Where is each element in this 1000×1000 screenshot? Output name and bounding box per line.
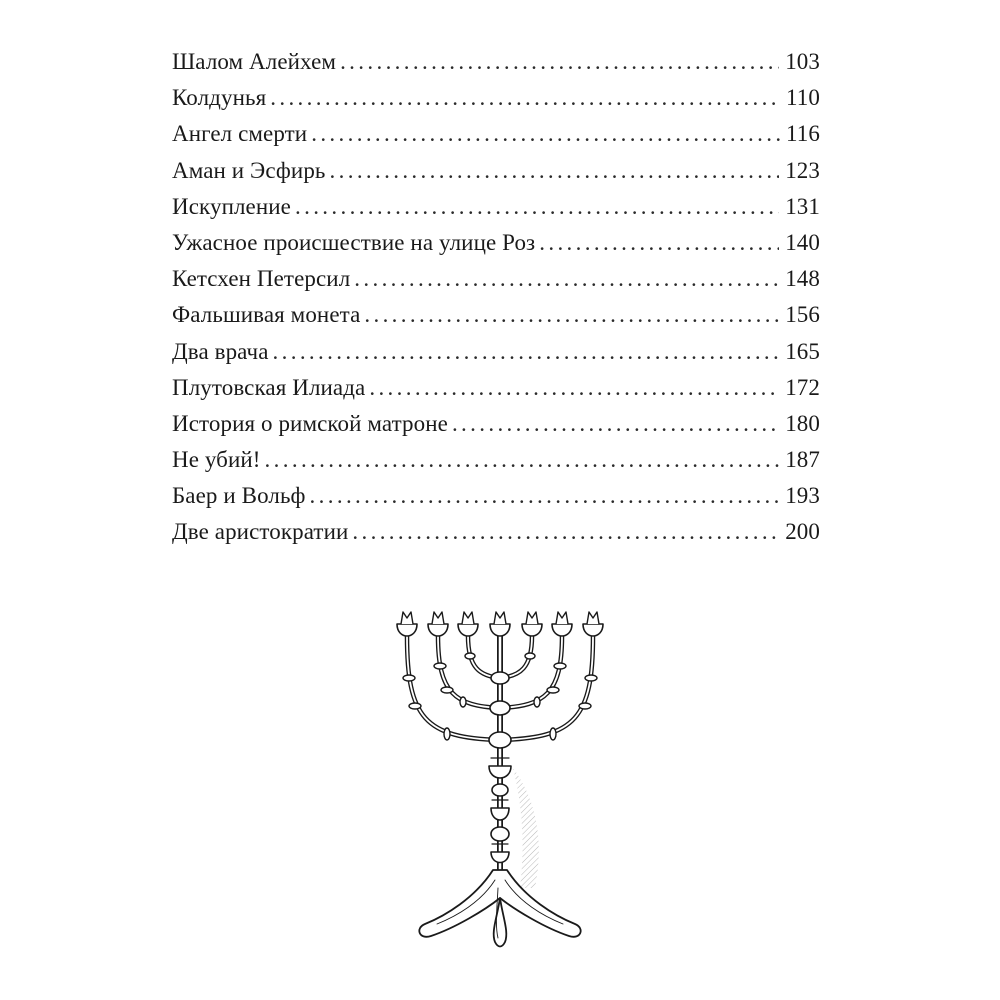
dot-leader bbox=[310, 478, 780, 514]
toc-entry[interactable] bbox=[172, 406, 820, 442]
toc-entry[interactable] bbox=[172, 297, 820, 333]
dot-leader bbox=[340, 44, 779, 80]
toc-entry-title: Фальшивая монета bbox=[172, 302, 361, 328]
toc-entry[interactable] bbox=[172, 334, 820, 370]
toc-entry-title: Аман и Эсфирь bbox=[172, 157, 326, 183]
toc-entry-page: 156 bbox=[785, 302, 820, 328]
toc-entry-page: 131 bbox=[785, 193, 820, 219]
toc-entry-page: 165 bbox=[785, 338, 820, 364]
toc-entry-page: 200 bbox=[785, 519, 820, 545]
dot-leader bbox=[354, 261, 779, 297]
dot-leader bbox=[311, 116, 780, 152]
toc-entry[interactable] bbox=[172, 153, 820, 189]
toc-entry-title: Колдунья bbox=[172, 85, 267, 111]
toc-entry[interactable] bbox=[172, 478, 820, 514]
toc-entry-page: 140 bbox=[785, 229, 820, 255]
dot-leader bbox=[330, 153, 780, 189]
toc-entry-title: Искупление bbox=[172, 193, 291, 219]
toc-entry-title: История о римской матроне bbox=[172, 410, 448, 436]
toc-entry[interactable] bbox=[172, 116, 820, 152]
toc-entry-title: Не убий! bbox=[172, 447, 261, 473]
menorah-engraving-icon bbox=[385, 598, 615, 950]
dot-leader bbox=[273, 334, 780, 370]
toc-entry-page: 180 bbox=[785, 410, 820, 436]
toc-entry-page: 172 bbox=[785, 374, 820, 400]
toc-entry[interactable] bbox=[172, 80, 820, 116]
dot-leader bbox=[539, 225, 779, 261]
toc-entry-page: 148 bbox=[785, 266, 820, 292]
toc-entry-page: 110 bbox=[786, 85, 820, 111]
toc-entry[interactable] bbox=[172, 261, 820, 297]
toc-entry[interactable] bbox=[172, 44, 820, 80]
toc-entry-title: Две аристократии bbox=[172, 519, 349, 545]
dot-leader bbox=[452, 406, 779, 442]
toc-entry-title: Шалом Алейхем bbox=[172, 49, 337, 74]
toc-entry-page: 123 bbox=[785, 157, 820, 183]
toc-entry-title: Ужасное происшествие на улице Роз bbox=[172, 229, 536, 255]
toc-entry-page: 187 bbox=[785, 447, 820, 473]
toc-entry-title: Баер и Вольф bbox=[172, 483, 306, 509]
toc-entry[interactable] bbox=[172, 370, 820, 406]
toc-entry-page: 193 bbox=[785, 483, 820, 509]
dot-leader bbox=[369, 370, 779, 406]
toc-entry[interactable] bbox=[172, 189, 820, 225]
table-of-contents bbox=[172, 44, 820, 551]
dot-leader bbox=[352, 514, 779, 550]
toc-entry-title: Ангел смерти bbox=[172, 121, 308, 147]
dot-leader bbox=[295, 189, 779, 225]
toc-entry-title: Кетсхен Петерсил bbox=[172, 266, 351, 292]
toc-entry-page: 116 bbox=[786, 121, 820, 147]
toc-entry-title: Два врача bbox=[172, 338, 269, 364]
dot-leader bbox=[265, 442, 780, 478]
toc-entry-page: 103 bbox=[785, 49, 820, 74]
dot-leader bbox=[270, 80, 780, 116]
dot-leader bbox=[364, 297, 779, 333]
toc-entry[interactable] bbox=[172, 514, 820, 550]
toc-entry-title: Плутовская Илиада bbox=[172, 374, 366, 400]
toc-entry[interactable] bbox=[172, 442, 820, 478]
toc-entry[interactable] bbox=[172, 225, 820, 261]
